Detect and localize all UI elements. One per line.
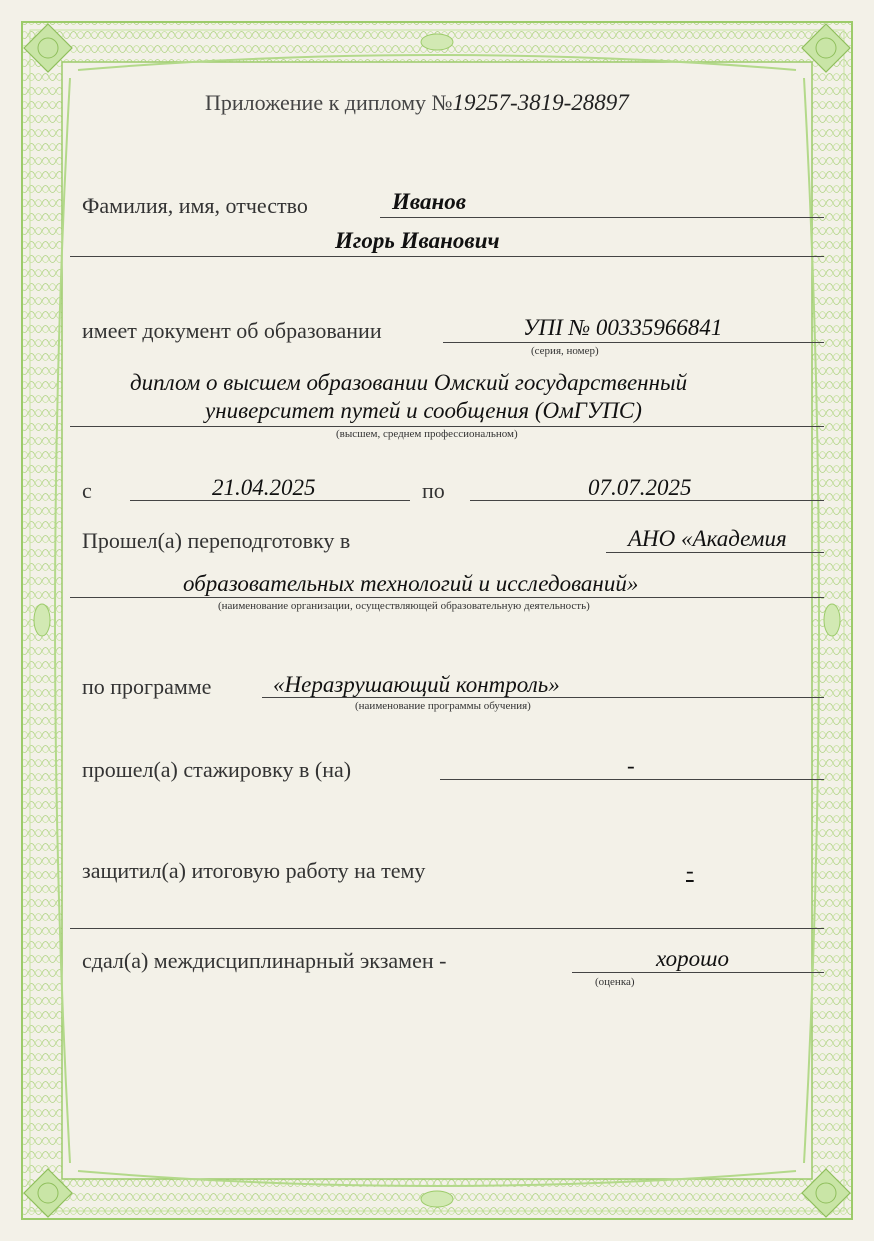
internship-underline (440, 779, 824, 780)
document-number-underline (443, 342, 824, 343)
thesis-underline (70, 928, 824, 929)
program-underline (262, 697, 824, 698)
thesis-value: - (686, 858, 694, 883)
document-title (205, 90, 629, 116)
date-from-label: с (82, 478, 92, 503)
grade-caption: (оценка) (595, 976, 635, 988)
organization-line1: АНО «Академия (628, 526, 787, 551)
document-description-line2: университет путей и сообщения (ОмГУПС) (205, 398, 642, 423)
surname-underline (380, 217, 824, 218)
organization-caption: (наименование организации, осуществляющей образовательную деятельность) (218, 600, 590, 612)
name-underline (70, 256, 824, 257)
diploma-number: 19257-3819-28897 (452, 90, 629, 115)
series-number-caption: (серия, номер) (531, 345, 599, 357)
retraining-label: Прошел(а) переподготовку в (82, 528, 351, 553)
thesis-label: защитил(а) итоговую работу на тему (82, 858, 426, 883)
fio-label: Фамилия, имя, отчество (82, 193, 308, 218)
program-caption: (наименование программы обучения) (355, 700, 531, 712)
date-to-label: по (422, 478, 445, 503)
title-prefix: Приложение к диплому № (205, 90, 453, 115)
program-label: по программе (82, 674, 212, 699)
document-description-underline (70, 426, 824, 427)
document-description-line1: диплом о высшем образовании Омский государственный (130, 370, 688, 395)
name-patronymic-value: Игорь Иванович (335, 228, 500, 253)
document-label: имеет документ об образовании (82, 318, 382, 343)
exam-grade-value: хорошо (656, 946, 729, 971)
program-value: «Неразрушающий контроль» (273, 672, 560, 697)
date-to-value: 07.07.2025 (588, 475, 692, 500)
surname-value: Иванов (392, 189, 467, 214)
education-level-caption: (высшем, среднем профессиональном) (336, 428, 518, 440)
exam-label: сдал(а) междисциплинарный экзамен - (82, 948, 447, 973)
organization-line2: образовательных технологий и исследований» (183, 571, 639, 596)
internship-value: - (627, 753, 635, 778)
date-to-underline (470, 500, 824, 501)
organization-underline-2 (70, 597, 824, 598)
date-from-underline (130, 500, 410, 501)
document-number-value: УПI № 00335966841 (523, 315, 723, 340)
internship-label: прошел(а) стажировку в (на) (82, 757, 352, 782)
organization-underline-1 (606, 552, 824, 553)
exam-grade-underline (572, 972, 824, 973)
date-from-value: 21.04.2025 (212, 475, 316, 500)
